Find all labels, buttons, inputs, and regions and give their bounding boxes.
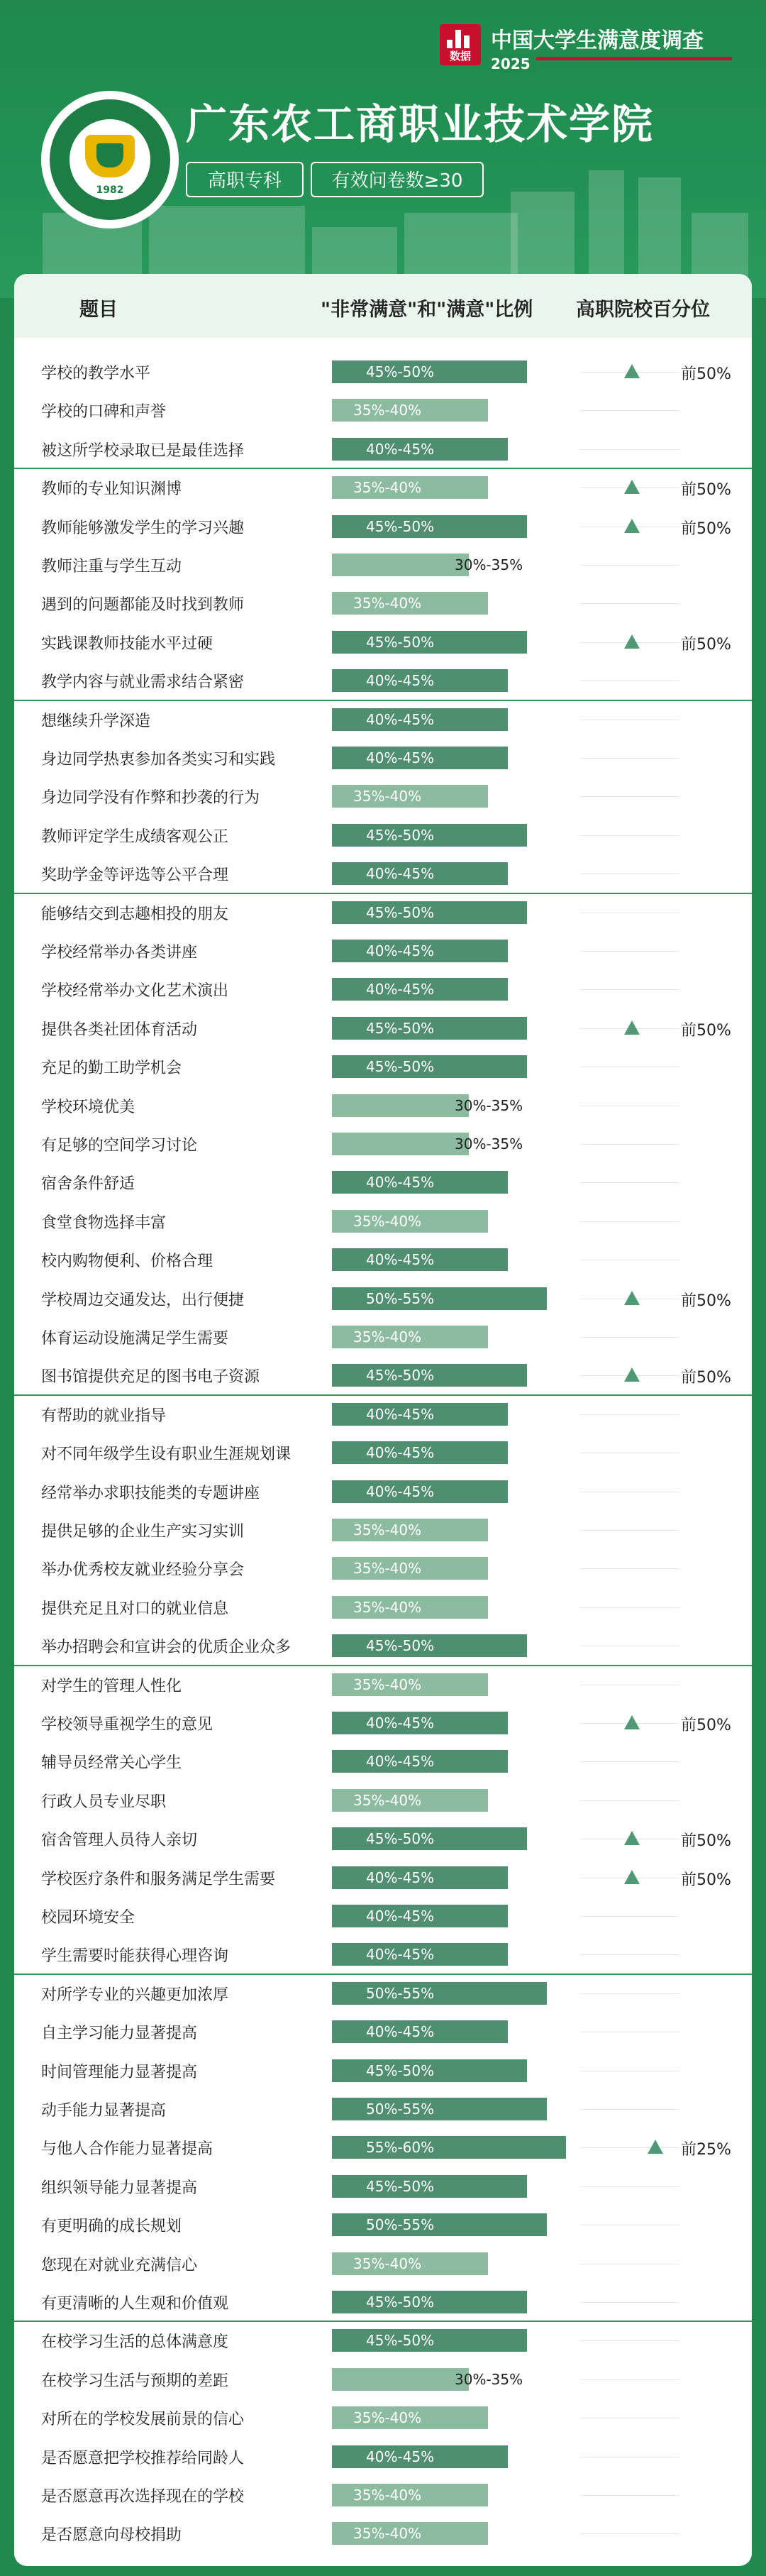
ratio-label: 40%-45% <box>366 440 435 458</box>
ratio-label: 45%-50% <box>366 517 435 535</box>
table-row <box>14 2013 752 2051</box>
ratio-label: 35%-40% <box>353 2525 422 2543</box>
percentile-track <box>580 796 679 797</box>
ratio-bar <box>332 554 469 576</box>
table-row <box>14 584 752 622</box>
question-text: 提供足够的企业生产实习实训 <box>41 1523 245 1541</box>
percentile-marker-icon <box>624 1831 640 1845</box>
ratio-label: 40%-45% <box>366 865 435 883</box>
ratio-label: 40%-45% <box>366 1868 435 1886</box>
table-row <box>14 777 752 815</box>
ratio-label: 40%-45% <box>366 1251 435 1269</box>
percentile-marker-icon <box>624 364 640 378</box>
question-text: 奖助学金等评选等公平合理 <box>41 866 229 885</box>
question-text: 经常举办求职技能类的专题讲座 <box>41 1484 260 1502</box>
table-row <box>14 932 752 970</box>
ratio-bar <box>332 2098 547 2120</box>
question-text: 遇到的问题都能及时找到教师 <box>41 596 245 615</box>
percentile-text: 前50% <box>681 1717 731 1734</box>
ratio-label: 40%-45% <box>366 1482 435 1500</box>
ratio-label: 50%-55% <box>366 2216 435 2234</box>
ratio-bar <box>332 1094 469 1117</box>
percentile-track <box>580 951 679 952</box>
table-row <box>14 1549 752 1587</box>
ratio-label: 40%-45% <box>366 1405 435 1423</box>
table-row <box>14 2399 752 2437</box>
ratio-label: 35%-40% <box>353 2487 422 2504</box>
table-row <box>14 1356 752 1394</box>
percentile-marker-icon <box>624 634 640 649</box>
question-text: 学校领导重视学生的意见 <box>41 1716 213 1734</box>
ratio-label: 35%-40% <box>353 1791 422 1809</box>
building-silhouette <box>589 170 624 277</box>
percentile-track <box>580 1182 679 1183</box>
table-row <box>14 2514 752 2553</box>
question-text: 行政人员专业尽职 <box>41 1793 167 1811</box>
question-text: 自主学习能力显著提高 <box>41 2025 198 2043</box>
percentile-text: 前50% <box>681 1369 731 1387</box>
question-text: 实践课教师技能水平过硬 <box>41 634 213 653</box>
ratio-label: 35%-40% <box>353 595 422 612</box>
question-text: 时间管理能力显著提高 <box>41 2063 198 2081</box>
ratio-label: 35%-40% <box>353 2255 422 2272</box>
ratio-bar <box>332 1133 469 1155</box>
tag-school-level: 高职专科 <box>186 162 304 197</box>
question-text: 有更清晰的人生观和价值观 <box>41 2295 229 2313</box>
building-silhouette <box>312 227 397 277</box>
percentile-track <box>580 1761 679 1762</box>
percentile-text: 前50% <box>681 481 731 500</box>
building-silhouette <box>511 192 574 277</box>
percentile-marker-icon <box>624 1367 640 1382</box>
table-row <box>14 1742 752 1780</box>
ratio-label: 40%-45% <box>366 2023 435 2041</box>
table-row <box>14 1163 752 1201</box>
question-text: 教师评定学生成绩客观公正 <box>41 827 229 846</box>
building-silhouette <box>404 213 518 277</box>
ratio-label: 35%-40% <box>353 1328 422 1345</box>
table-row <box>14 2167 752 2206</box>
table-row <box>14 1704 752 1742</box>
question-text: 学校医疗条件和服务满足学生需要 <box>41 1870 276 1888</box>
table-row <box>14 353 752 391</box>
ratio-label: 45%-50% <box>366 1637 435 1655</box>
table-row <box>14 1318 752 1356</box>
table-row <box>14 2128 752 2167</box>
ratio-bar <box>332 1982 547 2005</box>
table-row <box>14 1626 752 1665</box>
table-row <box>14 854 752 893</box>
percentile-marker-icon <box>624 1291 640 1305</box>
table-row <box>14 1935 752 1974</box>
ratio-label: 40%-45% <box>366 1908 435 1925</box>
percentile-track <box>580 835 679 836</box>
table-row <box>14 1047 752 1086</box>
percentile-track <box>580 758 679 759</box>
ratio-label: 45%-50% <box>366 2177 435 2195</box>
table-row <box>14 623 752 661</box>
question-text: 对所学专业的兴趣更加浓厚 <box>41 1986 229 2004</box>
tag-sample-size: 有效问卷数≥30 <box>311 162 484 197</box>
question-text: 教师注重与学生互动 <box>41 558 182 576</box>
ratio-label: 45%-50% <box>366 903 435 921</box>
ratio-label: 45%-50% <box>366 2332 435 2350</box>
question-text: 教师的专业知识渊博 <box>41 480 182 499</box>
percentile-text: 前25% <box>681 2141 731 2159</box>
percentile-track <box>580 1800 679 1801</box>
question-text: 校内购物便利、价格合理 <box>41 1253 213 1271</box>
question-text: 学校经常举办各类讲座 <box>41 944 198 962</box>
ratio-label: 35%-40% <box>353 2409 422 2427</box>
table-row <box>14 2206 752 2244</box>
table-row <box>14 1781 752 1820</box>
percentile-track <box>580 1954 679 1955</box>
ratio-bar <box>332 1287 547 1310</box>
percentile-marker-icon <box>624 1870 640 1884</box>
ratio-label: 40%-45% <box>366 710 435 728</box>
percentile-track <box>580 1414 679 1415</box>
percentile-marker-icon <box>624 480 640 494</box>
ratio-label: 45%-50% <box>366 1058 435 1076</box>
school-emblem-icon <box>41 91 179 229</box>
table-row <box>14 1086 752 1125</box>
ratio-label: 45%-50% <box>366 2294 435 2311</box>
ratio-label: 50%-55% <box>366 2101 435 2118</box>
ratio-label: 30%-35% <box>455 1135 523 1152</box>
table-row <box>14 893 752 932</box>
question-text: 充足的勤工助学机会 <box>41 1059 182 1078</box>
header-ratio: "非常满意"和"满意"比例 <box>321 299 533 321</box>
ratio-bar <box>332 2213 547 2236</box>
question-text: 是否愿意向母校捐助 <box>41 2526 182 2545</box>
question-text: 提供充足且对口的就业信息 <box>41 1600 229 1618</box>
question-text: 教学内容与就业需求结合紧密 <box>41 673 245 692</box>
percentile-track <box>580 989 679 990</box>
brand-title: 中国大学生满意度调查 <box>491 28 704 53</box>
percentile-track <box>580 1337 679 1338</box>
table-row <box>14 1279 752 1318</box>
question-text: 宿舍条件舒适 <box>41 1175 135 1194</box>
percentile-text: 前50% <box>681 1292 731 1310</box>
ratio-label: 35%-40% <box>353 1598 422 1616</box>
table-row <box>14 2052 752 2090</box>
question-text: 学校环境优美 <box>41 1098 135 1116</box>
ratio-label: 45%-50% <box>366 1367 435 1385</box>
percentile-track <box>580 1607 679 1608</box>
percentile-marker-icon <box>624 1020 640 1035</box>
school-name: 广东农工商职业技术学院 <box>186 100 655 148</box>
question-text: 举办招聘会和宣讲会的优质企业众多 <box>41 1639 292 1657</box>
table-row <box>14 1588 752 1626</box>
question-text: 图书馆提供充足的图书电子资源 <box>41 1368 260 1387</box>
question-text: 被这所学校录取已是最佳选择 <box>41 441 245 460</box>
percentile-track <box>580 1993 679 1994</box>
percentile-track <box>580 1568 679 1569</box>
table-row <box>14 1202 752 1240</box>
question-text: 学校的教学水平 <box>41 365 151 382</box>
emblem-year: 1982 <box>96 185 124 196</box>
percentile-track <box>580 2147 679 2148</box>
ratio-label: 45%-50% <box>366 1830 435 1848</box>
table-row <box>14 1125 752 1163</box>
ratio-label: 40%-45% <box>366 749 435 766</box>
question-text: 对所在的学校发展前景的信心 <box>41 2411 245 2429</box>
table-row <box>14 546 752 584</box>
question-text: 您现在对就业充满信心 <box>41 2256 198 2274</box>
question-text: 对不同年级学生设有职业生涯规划课 <box>41 1446 292 1464</box>
ratio-label: 35%-40% <box>353 402 422 419</box>
question-text: 学生需要时能获得心理咨询 <box>41 1947 229 1966</box>
question-text: 学校经常举办文化艺术演出 <box>41 982 229 1001</box>
table-row <box>14 1240 752 1279</box>
table-row <box>14 2360 752 2399</box>
percentile-marker-icon <box>648 2140 663 2154</box>
table-row <box>14 468 752 507</box>
question-text: 能够结交到志趣相投的朋友 <box>41 905 229 923</box>
question-text: 举办优秀校友就业经验分享会 <box>41 1561 245 1580</box>
survey-brand <box>440 20 738 70</box>
question-text: 在校学习生活与预期的差距 <box>41 2372 229 2390</box>
question-text: 宿舍管理人员待人亲切 <box>41 1832 198 1850</box>
ratio-label: 40%-45% <box>366 981 435 998</box>
table-row <box>14 2476 752 2514</box>
ratio-label: 45%-50% <box>366 363 435 380</box>
percentile-track <box>580 1530 679 1531</box>
question-text: 辅导员经常关心学生 <box>41 1754 182 1773</box>
ratio-label: 45%-50% <box>366 1019 435 1037</box>
question-text: 教师能够激发学生的学习兴趣 <box>41 519 245 537</box>
question-text: 身边同学没有作弊和抄袭的行为 <box>41 789 260 808</box>
table-row <box>14 739 752 777</box>
building-silhouette <box>638 177 681 277</box>
percentile-text: 前50% <box>681 1832 731 1851</box>
table-row <box>14 1897 752 1935</box>
percentile-text: 前50% <box>681 1021 731 1040</box>
building-silhouette <box>149 206 305 277</box>
table-row <box>14 1859 752 1897</box>
table-row <box>14 1433 752 1472</box>
table-row <box>14 970 752 1008</box>
percentile-text: 前50% <box>681 519 731 538</box>
table-row <box>14 661 752 700</box>
table-row <box>14 1820 752 1858</box>
question-text: 有帮助的就业指导 <box>41 1407 167 1425</box>
question-text: 想继续升学深造 <box>41 712 151 730</box>
question-text: 与他人合作能力显著提高 <box>41 2140 213 2159</box>
percentile-track <box>580 1221 679 1222</box>
brand-logo-text: 数据 <box>449 50 471 62</box>
question-text: 学校周边交通发达，出行便捷 <box>41 1291 245 1309</box>
question-text: 校园环境安全 <box>41 1909 135 1927</box>
question-text: 学校的口碑和声誉 <box>41 403 167 422</box>
percentile-track <box>580 603 679 604</box>
question-text: 是否愿意把学校推荐给同龄人 <box>41 2449 245 2467</box>
table-row <box>14 1974 752 2013</box>
ratio-label: 30%-35% <box>455 556 523 573</box>
ratio-label: 35%-40% <box>353 788 422 805</box>
ratio-label: 40%-45% <box>366 672 435 690</box>
percentile-track <box>580 449 679 450</box>
table-row <box>14 816 752 854</box>
table-row <box>14 430 752 468</box>
question-text: 体育运动设施满足学生需要 <box>41 1330 229 1348</box>
ratio-bar <box>332 2368 469 2391</box>
ratio-label: 45%-50% <box>366 826 435 844</box>
table-row <box>14 2090 752 2128</box>
ratio-label: 35%-40% <box>353 479 422 497</box>
question-text: 动手能力显著提高 <box>41 2102 167 2120</box>
percentile-marker-icon <box>624 1715 640 1729</box>
ratio-label: 40%-45% <box>366 1444 435 1462</box>
header-banner <box>0 0 766 298</box>
table-row <box>14 2438 752 2476</box>
percentile-track <box>580 1916 679 1917</box>
question-text: 有更明确的成长规划 <box>41 2218 182 2236</box>
percentile-text: 前50% <box>681 1871 731 1889</box>
percentile-track <box>580 2340 679 2341</box>
percentile-text: 前50% <box>681 365 731 383</box>
question-text: 在校学习生活的总体满意度 <box>41 2333 229 2352</box>
question-text: 提供各类社团体育活动 <box>41 1020 198 1039</box>
table-row <box>14 1666 752 1704</box>
percentile-track <box>580 2495 679 2496</box>
percentile-track <box>580 565 679 566</box>
table-row <box>14 2245 752 2283</box>
ratio-label: 35%-40% <box>353 1521 422 1539</box>
ratio-label: 40%-45% <box>366 1714 435 1732</box>
brand-year: 2025 <box>491 55 536 72</box>
table-row <box>14 1395 752 1433</box>
percentile-track <box>580 2533 679 2534</box>
ratio-label: 40%-45% <box>366 1174 435 1191</box>
question-text: 是否愿意再次选择现在的学校 <box>41 2488 245 2506</box>
ratio-label: 30%-35% <box>455 1096 523 1114</box>
table-row <box>14 2283 752 2321</box>
header-question: 题目 <box>79 299 118 321</box>
table-row <box>14 1473 752 1511</box>
header-percentile: 高职院校百分位 <box>576 299 710 321</box>
question-text: 有足够的空间学习讨论 <box>41 1137 198 1155</box>
percentile-track <box>580 2379 679 2380</box>
percentile-track <box>580 2186 679 2187</box>
question-text: 组织领导能力显著提高 <box>41 2179 198 2197</box>
question-text: 食堂食物选择丰富 <box>41 1213 167 1232</box>
percentile-track <box>580 1144 679 1145</box>
building-silhouette <box>692 213 748 277</box>
percentile-track <box>580 2109 679 2110</box>
percentile-track <box>580 410 679 411</box>
table-row <box>14 700 752 739</box>
question-text: 对学生的管理人性化 <box>41 1677 182 1695</box>
ratio-label: 40%-45% <box>366 1946 435 1964</box>
table-row <box>14 1511 752 1549</box>
ratio-label: 30%-35% <box>455 2370 523 2388</box>
ratio-label: 40%-45% <box>366 1753 435 1771</box>
ratio-label: 55%-60% <box>366 2139 435 2157</box>
ratio-label: 40%-45% <box>366 2448 435 2465</box>
percentile-marker-icon <box>624 519 640 533</box>
table-row <box>14 1009 752 1047</box>
ratio-label: 50%-55% <box>366 1289 435 1307</box>
question-text: 身边同学热衷参加各类实习和实践 <box>41 751 276 769</box>
percentile-track <box>580 2302 679 2303</box>
table-row <box>14 507 752 546</box>
ratio-label: 35%-40% <box>353 1675 422 1693</box>
percentile-text: 前50% <box>681 635 731 654</box>
ratio-label: 50%-55% <box>366 1984 435 2002</box>
ratio-label: 45%-50% <box>366 2062 435 2079</box>
table-row <box>14 2321 752 2360</box>
ratio-label: 35%-40% <box>353 1212 422 1230</box>
ratio-label: 40%-45% <box>366 942 435 959</box>
brand-logo-icon <box>440 24 481 65</box>
ratio-label: 45%-50% <box>366 633 435 651</box>
table-row <box>14 391 752 429</box>
ratio-label: 35%-40% <box>353 1560 422 1578</box>
